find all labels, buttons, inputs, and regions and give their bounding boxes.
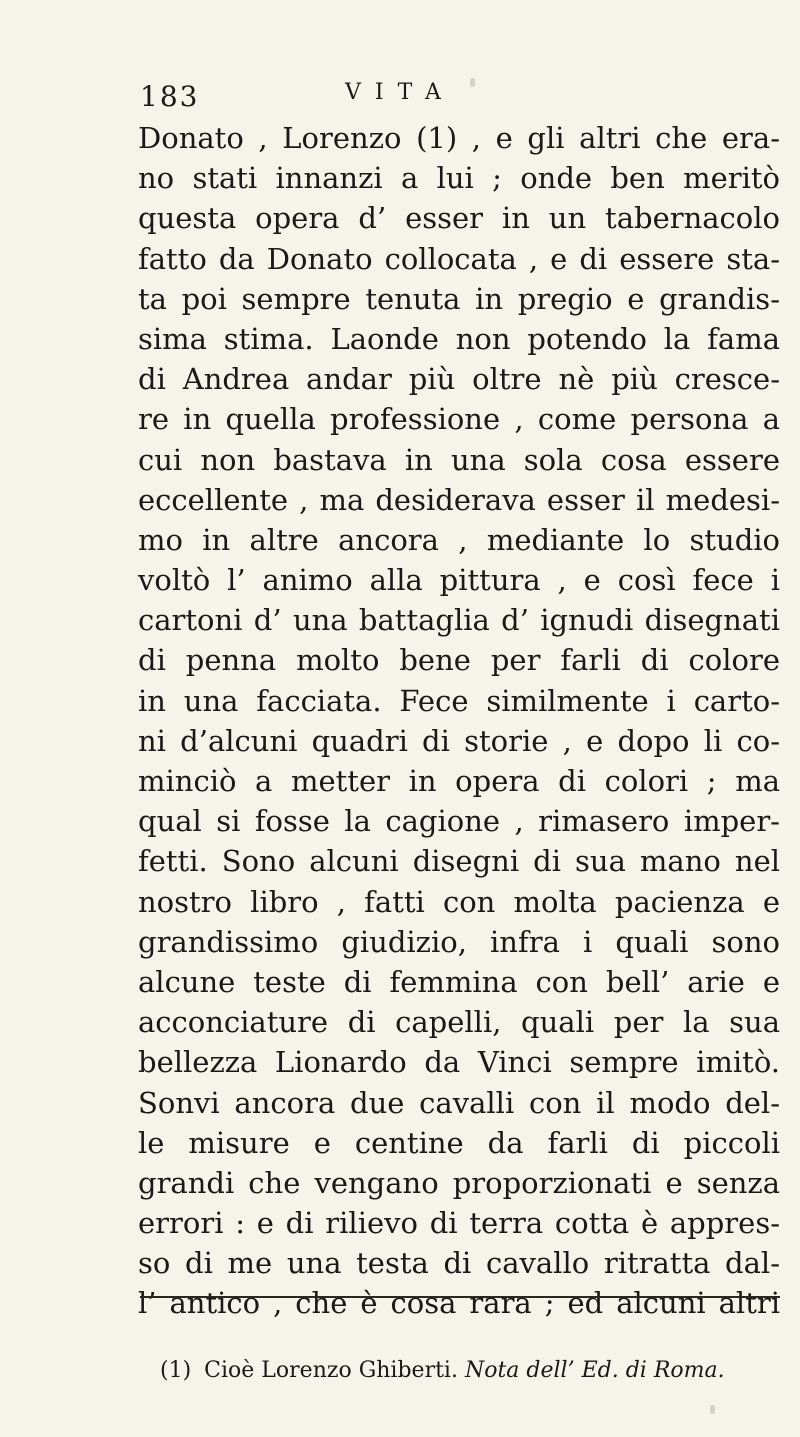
text-line: nostro libro , fatti con molta pacienza e [138,884,780,919]
text-line: qual si fosse la cagione , rimasero imper- [138,804,780,839]
print-speck [470,78,475,87]
text-line: no stati innanzi a lui ; onde ben meritò [138,161,780,196]
text-line: fatto da Donato collocata , e di essere sta- [138,241,780,276]
text-line: fetti. Sono alcuni disegni di sua mano nel [138,844,780,879]
footnote-divider [140,1296,780,1298]
text-line: eccellente , ma desiderava esser il medesi- [138,482,780,517]
footnote-source: Nota dell’ Ed. di Roma. [464,1358,725,1383]
text-line: errori : e di rilievo di terra cotta è appres- [138,1206,780,1241]
footnote [160,1358,770,1383]
text-line: grandissimo giudizio, infra i quali sono [138,924,780,959]
text-line: alcune teste di femmina con bell’ arie e [138,964,780,999]
text-line: l’ antico , che è cosa rara ; ed alcuni altri [138,1286,780,1321]
text-line: mo in altre ancora , mediante lo studio [138,522,780,557]
text-line: di Andrea andar più oltre nè più cresce- [138,362,780,397]
text-line: sima stima. Laonde non potendo la fama [138,321,780,356]
text-line: le misure e centine da farli di piccoli [138,1125,780,1160]
text-line: voltò l’ animo alla pittura , e così fece i [138,563,780,598]
text-line: bellezza Lionardo da Vinci sempre imitò. [138,1045,780,1080]
text-line: in una facciata. Fece similmente i carto- [138,683,780,718]
text-line: ni d’alcuni quadri di storie , e dopo li co- [138,723,780,758]
page-header [140,80,760,120]
running-head: VITA [345,80,455,105]
text-line: ta poi sempre tenuta in pregio e grandis- [138,281,780,316]
text-line: di penna molto bene per farli di colore [138,643,780,678]
text-line: cartoni d’ una battaglia d’ ignudi disegnati [138,603,780,638]
footnote-marker: (1) [160,1358,192,1383]
footnote-text: Cioè Lorenzo Ghiberti. [204,1358,458,1383]
text-line: minciò a metter in opera di colori ; ma [138,764,780,798]
text-line: Donato , Lorenzo (1) , e gli altri che era- [138,121,780,155]
text-line: re in quella professione , come persona a [138,402,780,437]
text-line: cui non bastava in una sola cosa essere [138,442,780,477]
text-line: Sonvi ancora due cavalli con il modo del- [138,1085,780,1120]
text-line: so di me una testa di cavallo ritratta dal- [138,1246,780,1281]
page-number: 183 [140,80,200,113]
text-line: grandi che vengano proporzionati e senza [138,1165,780,1200]
print-speck [710,1405,715,1414]
body-text [138,118,780,1324]
text-line: questa opera d’ esser in un tabernacolo [138,201,780,236]
text-line: acconciature di capelli, quali per la sua [138,1005,780,1040]
